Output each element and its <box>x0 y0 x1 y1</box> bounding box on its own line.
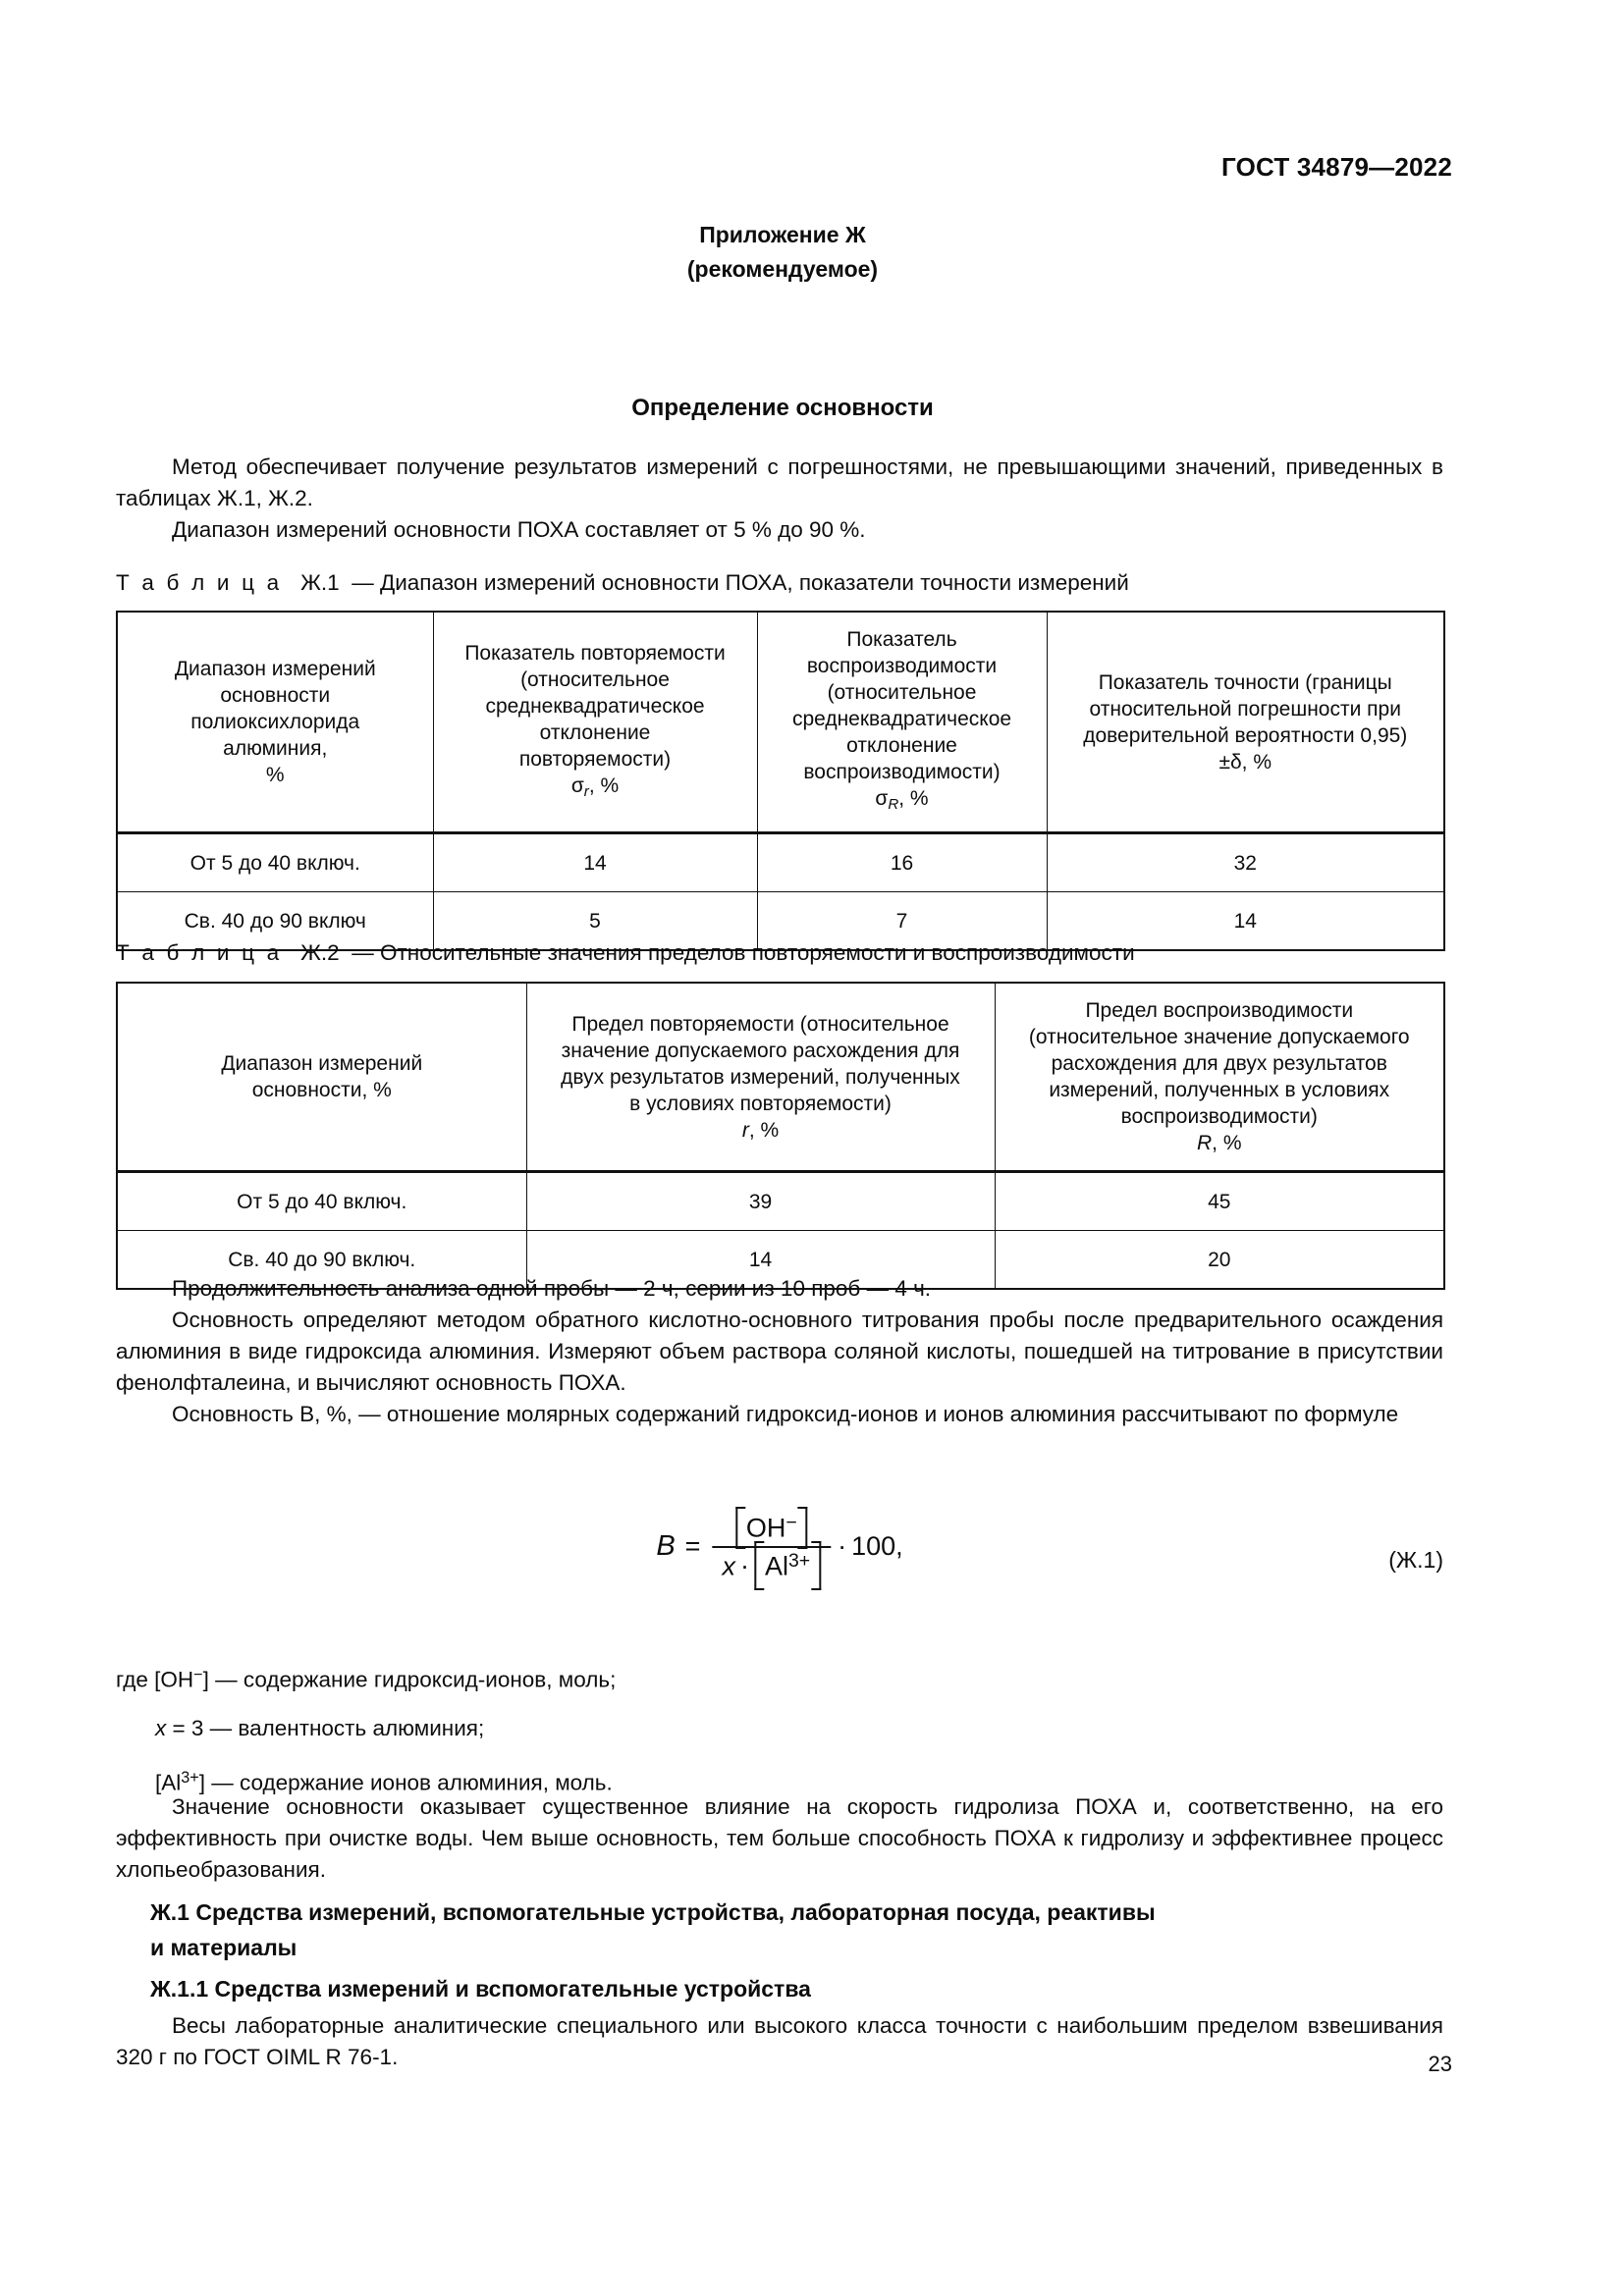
hdr-line: полиоксихлорида <box>190 711 360 734</box>
formula-number: (Ж.1) <box>1388 1547 1443 1573</box>
table-row <box>117 833 1444 892</box>
annex-title: Приложение Ж <box>699 222 866 247</box>
formula-block <box>116 1502 1443 1620</box>
table-row <box>117 1172 1444 1231</box>
hdr-line: отклонение <box>539 721 651 744</box>
definition-line-2: x = 3 — валентность алюминия; <box>155 1716 485 1741</box>
table-zh2-header-row <box>117 983 1444 1172</box>
table-zh1-cell-value: 7 <box>757 892 1047 951</box>
formula-denominator: $x \cdot Al^{3+}$ <box>712 1548 831 1584</box>
subsection-zh1-heading-line1: Ж.1 Средства измерений, вспомогательные устройства, лабораторная посуда, реактивы <box>150 1899 1156 1925</box>
hdr-line: повторяемости) <box>518 747 672 771</box>
hdr-line: алюминия, <box>223 737 328 761</box>
subsection-zh11-block <box>116 1971 1443 2073</box>
after-formula-paragraph-1: Значение основности оказывает существенное влияние на скорость гидролиза ПОХА и, соответственно, на его эффективность при очистке воды. Чем выше основность, тем больше способность ПОХА к гидролизу и эффективнее процесс хлопьеобразования. <box>116 1794 1443 1882</box>
table-zh2-caption-text: — Относительные значения пределов повторяемости и воспроизводимости <box>352 940 1135 965</box>
table-zh1-caption-text: — Диапазон измерений основности ПОХА, показатели точности измерений <box>352 570 1129 595</box>
formula-expression <box>656 1510 902 1583</box>
middle-paragraph-2: Основность определяют методом обратного кислотно-основного титрования пробы после предварительного осаждения алюминия в виде гидроксида алюминия. Измеряют объем раствора соляной кислоты, пошедшей на титрование в присутствии фенолфталеина, и вычисляют основность ПОХА. <box>116 1308 1443 1395</box>
middle-paragraph-1: Продолжительность анализа одной пробы — 2 ч, серии из 10 проб — 4 ч. <box>172 1276 932 1301</box>
table-zh1-header-cell-reproducibility <box>757 612 1047 833</box>
subsection-zh1-heading-line2: и материалы <box>150 1935 298 1960</box>
page-number: 23 <box>1428 2052 1452 2076</box>
table-zh1-caption-label: Т а б л и ц а <box>116 570 283 595</box>
table-zh2 <box>116 982 1445 1290</box>
table-zh2-cell-value: 45 <box>995 1172 1444 1231</box>
hdr-line: воспроизводимости <box>806 655 998 677</box>
hdr-line: доверительной вероятности 0,95) <box>1083 723 1408 747</box>
hdr-line: Диапазон измерений <box>221 1052 423 1075</box>
hdr-line: основности <box>220 684 331 708</box>
annex-heading-block <box>0 218 1624 287</box>
formula-multiplier: 100, <box>851 1531 903 1562</box>
hdr-line: Предел повторяемости (относительное <box>571 1012 949 1036</box>
formula-numerator <box>726 1510 818 1546</box>
hdr-line: воспроизводимости) <box>1120 1105 1318 1128</box>
intro-paragraph-2: Диапазон измерений основности ПОХА составляет от 5 % до 90 %. <box>172 517 866 542</box>
table-zh2-cell-value: 14 <box>526 1231 995 1290</box>
table-zh2-cell-range: От 5 до 40 включ. <box>117 1172 526 1231</box>
hdr-line: (относительное значение допускаемого <box>1028 1026 1410 1048</box>
table-zh1-cell-value: 14 <box>433 833 757 892</box>
middle-text-block <box>116 1273 1443 1430</box>
hdr-line: % <box>265 764 285 787</box>
table-zh1-cell-range: Св. 40 до 90 включ <box>117 892 433 951</box>
hdr-line: Предел воспроизводимости <box>1085 999 1354 1022</box>
section-title: Определение основности <box>631 395 934 421</box>
hdr-symbol: $\sigma_R$, % <box>875 787 929 814</box>
formula-variable: B <box>656 1530 676 1563</box>
table-zh1-header-cell-accuracy <box>1047 612 1444 833</box>
hdr-line: значение допускаемого расхождения для <box>561 1039 960 1062</box>
subsection-zh1-heading <box>116 1895 1443 1965</box>
hdr-line: (относительное <box>520 667 670 691</box>
formula-multiply-dot: · <box>838 1531 847 1562</box>
table-zh1-cell-value: 16 <box>757 833 1047 892</box>
table-zh2-caption-label: Т а б л и ц а <box>116 940 283 965</box>
table-zh2-header-cell-reproducibility-limit <box>995 983 1444 1172</box>
hdr-line: измерений, полученных в условиях <box>1049 1079 1390 1101</box>
table-zh2-cell-range: Св. 40 до 90 включ. <box>117 1231 526 1290</box>
table-zh1 <box>116 611 1445 951</box>
hdr-line: воспроизводимости) <box>803 761 1001 783</box>
table-zh1-cell-range: От 5 до 40 включ. <box>117 833 433 892</box>
formula-definitions-block <box>116 1659 1443 1799</box>
formula-equals: = <box>684 1531 701 1562</box>
middle-paragraph-3: Основность В, %, — отношение молярных содержаний гидроксид-ионов и ионов алюминия рассчитывают по формуле <box>172 1402 1399 1426</box>
table-zh1-caption-number: Ж.1 <box>300 570 340 595</box>
hdr-line: среднеквадратическое <box>791 708 1012 730</box>
hdr-line: ±δ, % <box>1218 750 1272 774</box>
hdr-line: отклонение <box>846 734 957 757</box>
spacer <box>116 1695 1443 1713</box>
table-zh2-header-cell-range <box>117 983 526 1172</box>
intro-paragraph-1: Метод обеспечивает получение результатов измерений с погрешностями, не превышающими значений, приведенных в таблицах Ж.1, Ж.2. <box>116 454 1443 510</box>
hdr-line: Показатель точности (границы <box>1098 670 1392 694</box>
definition-line-3: $[Al^{3+}]$ — содержание ионов алюминия, моль. <box>155 1769 613 1795</box>
subsection-zh11-body: Весы лабораторные аналитические специального или высокого класса точности с наибольшим пределом взвешивания 320 г по ГОСТ OIML R 76-1. <box>116 2013 1443 2069</box>
subsection-zh11-heading: Ж.1.1 Средства измерений и вспомогательные устройства <box>150 1976 811 2002</box>
table-zh1-caption <box>116 567 1443 599</box>
table-zh2-cell-value: 39 <box>526 1172 995 1231</box>
definition-line-1: где [OH−] — содержание гидроксид-ионов, моль; <box>116 1666 617 1692</box>
hdr-line: (относительное <box>827 681 977 704</box>
table-zh2-caption-number: Ж.2 <box>300 940 340 965</box>
intro-text-block <box>116 452 1443 546</box>
hdr-symbol: r, % <box>741 1118 780 1142</box>
table-zh1-header-row <box>117 612 1444 833</box>
annex-subtitle: (рекомендуемое) <box>686 256 879 282</box>
document-standard-header: ГОСТ 34879—2022 <box>1221 152 1452 182</box>
table-zh1-cell-value: 5 <box>433 892 757 951</box>
hdr-symbol: R, % <box>1196 1132 1242 1154</box>
hdr-line: двух результатов измерений, полученных <box>561 1065 960 1089</box>
hdr-line: Диапазон измерений <box>174 658 376 681</box>
hdr-line: расхождения для двух результатов <box>1051 1052 1387 1075</box>
hdr-line: среднеквадратическое <box>485 694 705 718</box>
bracket-group: $Al^{3+}$ <box>754 1550 821 1582</box>
hdr-line: относительной погрешности при <box>1089 697 1401 721</box>
table-zh1-header-cell-range <box>117 612 433 833</box>
table-zh1-cell-value: 32 <box>1047 833 1444 892</box>
table-zh2-cell-value: 20 <box>995 1231 1444 1290</box>
hdr-line: Показатель повторяемости <box>464 641 726 665</box>
table-zh1-header-cell-repeatability <box>433 612 757 833</box>
hdr-line: Показатель <box>846 628 957 651</box>
table-zh1-cell-value: 14 <box>1047 892 1444 951</box>
hdr-line: основности, % <box>251 1079 392 1101</box>
hdr-symbol: $\sigma_r$, % <box>570 774 620 800</box>
table-zh2-header-cell-repeatability-limit <box>526 983 995 1172</box>
table-zh2-caption <box>116 937 1443 969</box>
after-formula-text-block <box>116 1791 1443 1886</box>
formula-fraction <box>712 1510 831 1583</box>
hdr-line: в условиях повторяемости) <box>629 1092 892 1115</box>
spacer <box>116 1744 1443 1762</box>
bracket-group: OH− <box>735 1512 808 1544</box>
